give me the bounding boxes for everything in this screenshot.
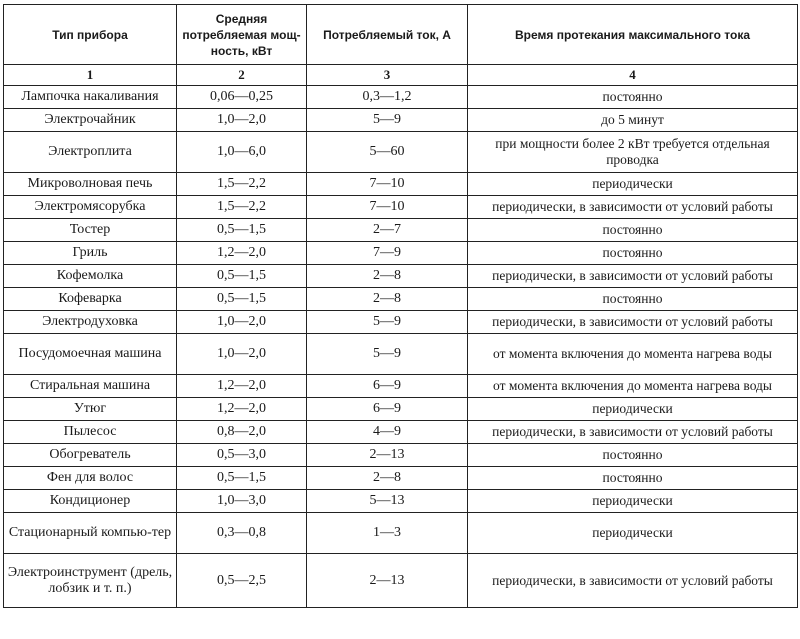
device-cell: Фен для волос (4, 467, 177, 490)
current-cell: 2—13 (307, 444, 468, 467)
power-cell: 0,06—0,25 (177, 86, 307, 109)
device-cell: Гриль (4, 242, 177, 265)
time-cell: периодически, в зависимости от условий работы (468, 311, 798, 334)
current-cell: 2—7 (307, 219, 468, 242)
table-row (4, 288, 798, 311)
power-cell: 1,5—2,2 (177, 173, 307, 196)
table-row (4, 490, 798, 513)
device-cell: Кофеварка (4, 288, 177, 311)
device-cell: Обогреватель (4, 444, 177, 467)
power-cell: 1,0—3,0 (177, 490, 307, 513)
table-row (4, 196, 798, 219)
time-cell: периодически, в зависимости от условий работы (468, 421, 798, 444)
current-cell: 6—9 (307, 398, 468, 421)
current-cell: 7—9 (307, 242, 468, 265)
time-cell: постоянно (468, 467, 798, 490)
table-row (4, 334, 798, 375)
power-cell: 0,5—2,5 (177, 554, 307, 608)
time-cell: постоянно (468, 444, 798, 467)
device-cell: Тостер (4, 219, 177, 242)
device-cell: Кофемолка (4, 265, 177, 288)
table-row (4, 398, 798, 421)
current-cell: 5—9 (307, 311, 468, 334)
power-cell: 1,0—2,0 (177, 334, 307, 375)
column-number: 1 (4, 65, 177, 86)
table-row (4, 311, 798, 334)
device-cell: Электромясорубка (4, 196, 177, 219)
device-cell: Посудомоечная машина (4, 334, 177, 375)
current-cell: 5—9 (307, 109, 468, 132)
table-row (4, 219, 798, 242)
header-device-type: Тип прибора (4, 5, 177, 65)
time-cell: периодически, в зависимости от условий работы (468, 265, 798, 288)
device-cell: Кондиционер (4, 490, 177, 513)
current-cell: 2—13 (307, 554, 468, 608)
header-avg-power: Средняя потребляемая мощ-ность, кВт (177, 5, 307, 65)
header-max-current-time: Время протекания максимального тока (468, 5, 798, 65)
current-cell: 6—9 (307, 375, 468, 398)
time-cell: периодически (468, 513, 798, 554)
current-cell: 2—8 (307, 467, 468, 490)
table-row (4, 109, 798, 132)
power-cell: 0,5—1,5 (177, 265, 307, 288)
time-cell: от момента включения до момента нагрева воды (468, 375, 798, 398)
time-cell: от момента включения до момента нагрева воды (468, 334, 798, 375)
device-cell: Электроинструмент (дрель, лобзик и т. п.) (4, 554, 177, 608)
table-row (4, 554, 798, 608)
current-cell: 5—13 (307, 490, 468, 513)
device-cell: Пылесос (4, 421, 177, 444)
power-cell: 0,5—3,0 (177, 444, 307, 467)
table-row (4, 375, 798, 398)
current-cell: 5—60 (307, 132, 468, 173)
table-row (4, 242, 798, 265)
appliance-table (3, 4, 798, 608)
power-cell: 0,5—1,5 (177, 219, 307, 242)
device-cell: Лампочка накаливания (4, 86, 177, 109)
table-row (4, 467, 798, 490)
time-cell: периодически (468, 398, 798, 421)
current-cell: 7—10 (307, 196, 468, 219)
time-cell: постоянно (468, 242, 798, 265)
time-cell: постоянно (468, 288, 798, 311)
power-cell: 1,2—2,0 (177, 375, 307, 398)
device-cell: Утюг (4, 398, 177, 421)
current-cell: 4—9 (307, 421, 468, 444)
time-cell: до 5 минут (468, 109, 798, 132)
table-row (4, 173, 798, 196)
device-cell: Микроволновая печь (4, 173, 177, 196)
current-cell: 7—10 (307, 173, 468, 196)
device-cell: Электроплита (4, 132, 177, 173)
power-cell: 0,8—2,0 (177, 421, 307, 444)
time-cell: периодически, в зависимости от условий работы (468, 196, 798, 219)
power-cell: 1,5—2,2 (177, 196, 307, 219)
header-current: Потребляемый ток, А (307, 5, 468, 65)
power-cell: 0,5—1,5 (177, 467, 307, 490)
column-number: 4 (468, 65, 798, 86)
power-cell: 1,0—6,0 (177, 132, 307, 173)
header-row (4, 5, 798, 65)
current-cell: 1—3 (307, 513, 468, 554)
table-row (4, 132, 798, 173)
current-cell: 2—8 (307, 288, 468, 311)
current-cell: 5—9 (307, 334, 468, 375)
column-number: 2 (177, 65, 307, 86)
time-cell: периодически (468, 490, 798, 513)
device-cell: Электрочайник (4, 109, 177, 132)
table-row (4, 265, 798, 288)
table-row (4, 513, 798, 554)
column-number-row (4, 65, 798, 86)
time-cell: постоянно (468, 86, 798, 109)
power-cell: 0,5—1,5 (177, 288, 307, 311)
table-row (4, 86, 798, 109)
current-cell: 0,3—1,2 (307, 86, 468, 109)
power-cell: 1,2—2,0 (177, 242, 307, 265)
power-cell: 1,2—2,0 (177, 398, 307, 421)
power-cell: 1,0—2,0 (177, 109, 307, 132)
time-cell: периодически, в зависимости от условий работы (468, 554, 798, 608)
time-cell: при мощности более 2 кВт требуется отдельная проводка (468, 132, 798, 173)
table-row (4, 421, 798, 444)
time-cell: периодически (468, 173, 798, 196)
current-cell: 2—8 (307, 265, 468, 288)
power-cell: 1,0—2,0 (177, 311, 307, 334)
device-cell: Стационарный компью-тер (4, 513, 177, 554)
time-cell: постоянно (468, 219, 798, 242)
column-number: 3 (307, 65, 468, 86)
power-cell: 0,3—0,8 (177, 513, 307, 554)
device-cell: Электродуховка (4, 311, 177, 334)
device-cell: Стиральная машина (4, 375, 177, 398)
table-row (4, 444, 798, 467)
